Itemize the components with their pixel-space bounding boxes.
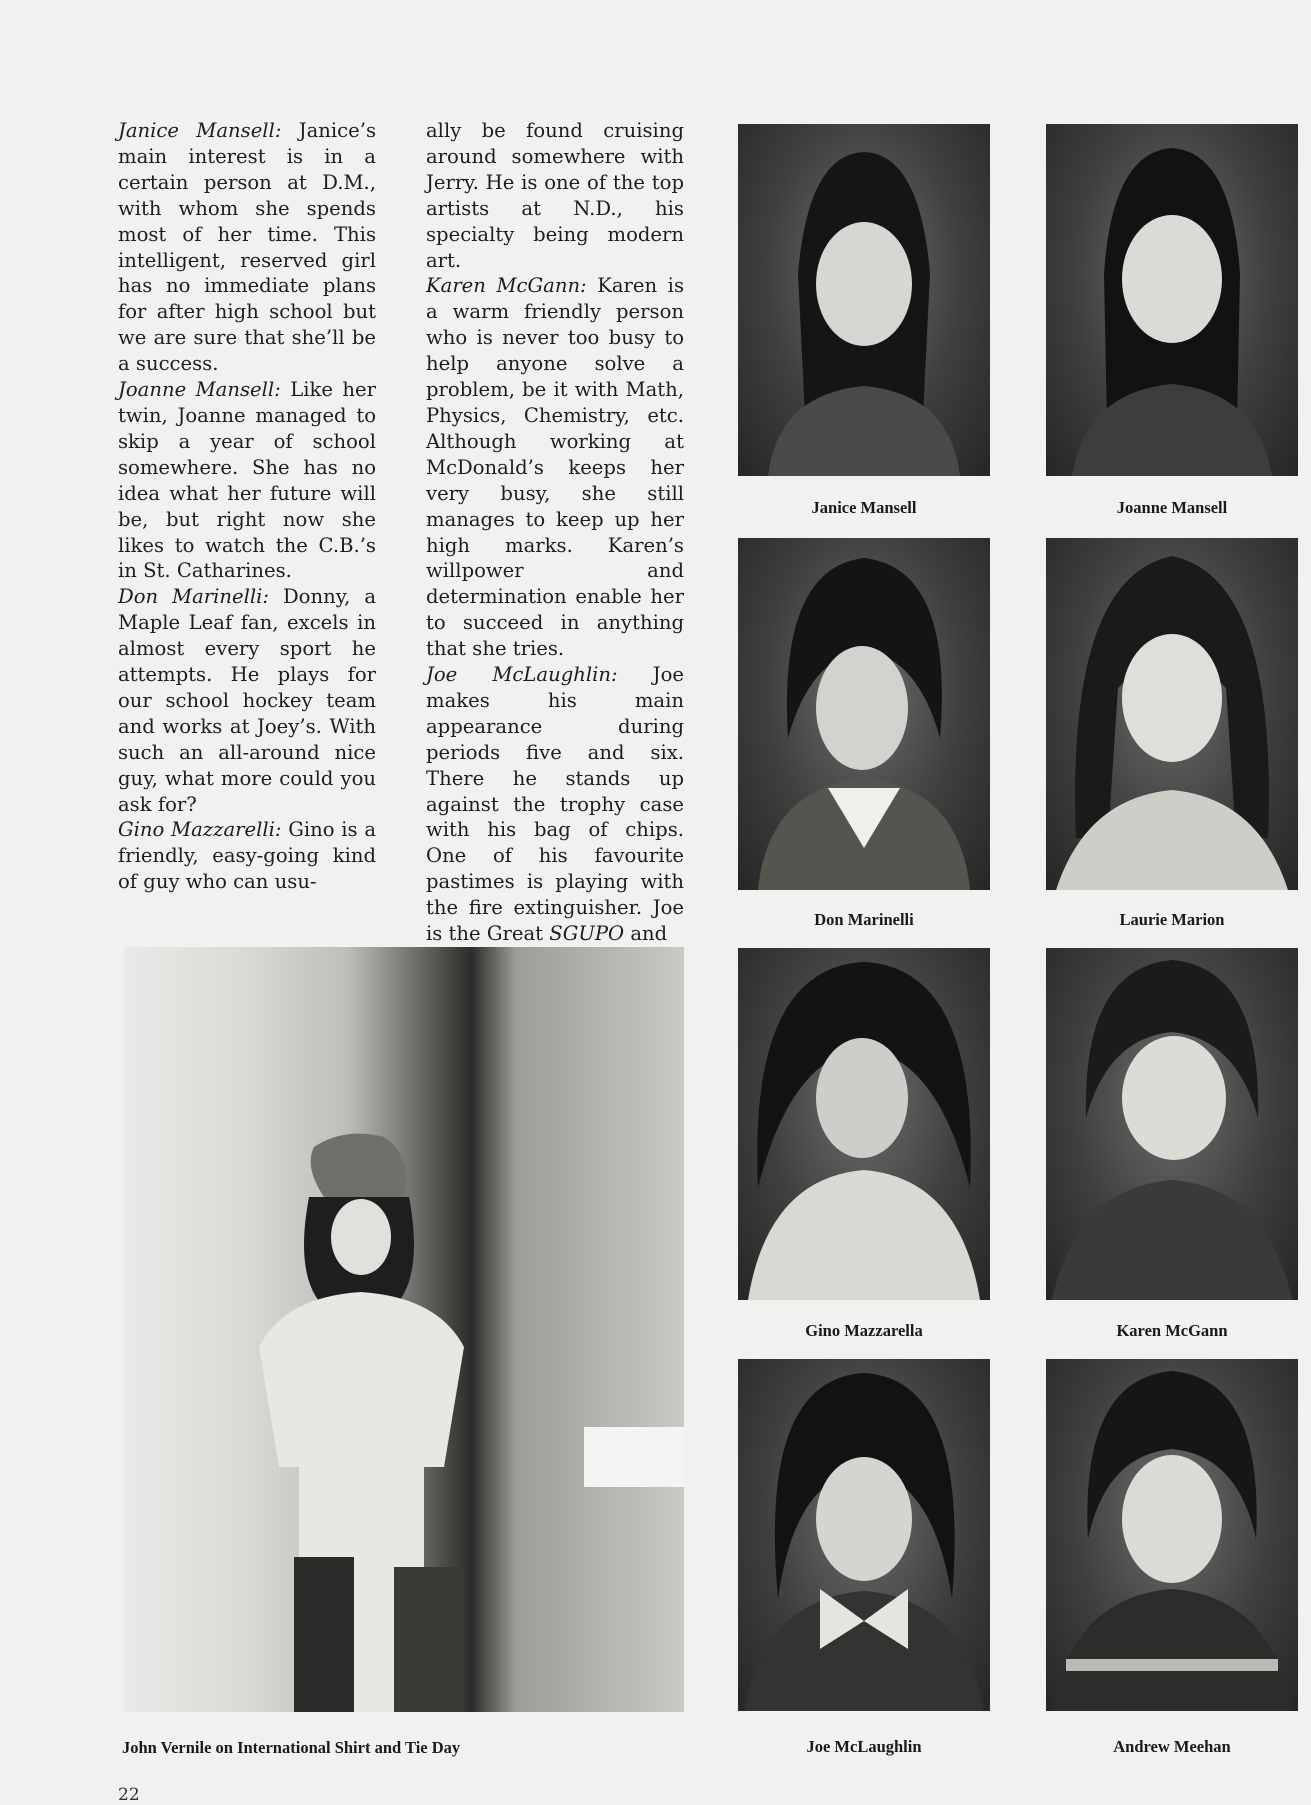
bio-paragraph: Gino Mazzarelli: Gino is a friendly, easy-going kind of guy who can usu- — [118, 818, 376, 894]
portrait-caption: Don Marinelli — [814, 910, 914, 929]
page-number: 22 — [118, 1785, 140, 1805]
bio-paragraph: Joanne Mansell: Like her twin, Joanne managed to skip a year of school somewhere. She has no idea what her future will be, but right now she likes to watch the C.B.’s in St. Catharines. — [118, 378, 376, 583]
portrait-photo — [1046, 538, 1298, 890]
feature-caption: John Vernile on International Shirt and Tie Day — [122, 1738, 461, 1757]
bio-paragraph: Janice Mansell: Janice’s main interest is in a certain person at D.M., with whom she spends most of her time. This intelligent, reserved girl has no immediate plans for after high school but we are sure that she’ll be a success. — [118, 119, 376, 376]
portrait-photo — [1046, 1359, 1298, 1711]
portrait-caption: Joanne Mansell — [1116, 498, 1228, 517]
portrait-photo — [738, 1359, 990, 1711]
portrait-caption: Joe McLaughlin — [806, 1737, 922, 1756]
bio-paragraph: ally be found cruising around somewhere with Jerry. He is one of the top artists at N.D., his specialty being modern art. — [426, 119, 684, 272]
bio-paragraph: Don Marinelli: Donny, a Maple Leaf fan, excels in almost every sport he attempts. He plays for our school hockey team and works at Joey’s. With such an all-around nice guy, what more could you ask for? — [118, 585, 376, 816]
feature-photo — [124, 947, 684, 1712]
portrait-caption: Karen McGann — [1116, 1321, 1228, 1340]
portrait-photo — [1046, 948, 1298, 1300]
bio-paragraph: Joe McLaughlin: Joe makes his main appearance during periods five and six. There he stands up against the trophy case with his bag of chips. One of his favourite pastimes is playing with the fire extinguisher. Joe is the Great SGUPO and — [426, 663, 684, 946]
portrait-caption: Gino Mazzarella — [805, 1321, 923, 1340]
text-column-left — [118, 118, 376, 895]
bio-paragraph: Karen McGann: Karen is a warm friendly person who is never too busy to help anyone solve a problem, be it with Math, Physics, Chemistry, etc. Although working at McDonald’s keeps her very busy, she still manages to keep up her high marks. Karen’s willpower and determination enable her to succeed in anything that she tries. — [426, 274, 684, 661]
portrait-photo — [738, 124, 990, 476]
portrait-photo — [1046, 124, 1298, 476]
portrait-caption: Janice Mansell — [811, 498, 917, 517]
text-column-middle — [426, 118, 684, 947]
portrait-caption: Andrew Meehan — [1113, 1737, 1231, 1756]
portrait-photo — [738, 948, 990, 1300]
portrait-photo — [738, 538, 990, 890]
portrait-caption: Laurie Marion — [1119, 910, 1225, 929]
